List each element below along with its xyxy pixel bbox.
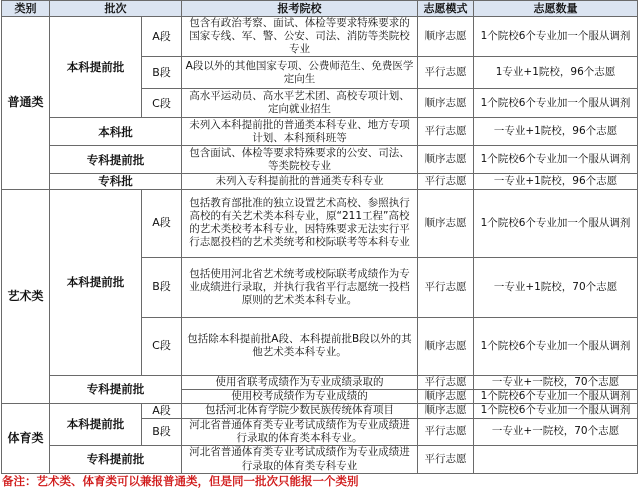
general-seg-c-quantity: 1个院校6个专业加一个服从调剂 [474,89,638,118]
art-vocational-schools-1: 使用省联考成绩作为专业成绩录取的 [182,375,418,389]
art-seg-b-mode: 平行志愿 [418,257,474,317]
art-seg-a-schools: 包括教育部批准的独立设置艺术高校、参照执行高校的有关艺术类本科专业，原“211工程”高校的艺术类校考本科专业，因特殊要求无法实行平行志愿投档的艺术类统考和校际联考等本科专业 [182,189,418,257]
art-seg-b-schools: 包括使用河北省艺术统考或校际联考成绩作为专业成绩进行录取，并执行我省平行志愿统一投档原则的艺术类本科专业。 [182,257,418,317]
general-seg-c: C段 [142,89,182,118]
general-seg-b: B段 [142,57,182,89]
general-early-batch: 本科提前批 [50,17,142,118]
general-vocational-early-batch: 专科提前批 [50,146,182,174]
category-art: 艺术类 [2,189,50,403]
sports-early-batch: 本科提前批 [50,404,142,446]
art-seg-a-mode: 顺序志愿 [418,189,474,257]
art-vocational-mode-1: 平行志愿 [418,375,474,389]
table-header-row [2,1,638,17]
sports-vocational-quantity [474,446,638,474]
sports-seg-a-schools: 包括河北体育学院少数民族传统体育项目 [182,404,418,419]
sports-seg-b-schools: 河北省普通体育类专业考试成绩作为专业成绩进行录取的体育类本科专业。 [182,418,418,445]
art-seg-c-quantity: 1个院校6个专业加一个服从调剂 [474,317,638,375]
general-vocational-early-schools: 包含面试、体检等要求特殊要求的公安、司法、等类院校专业 [182,146,418,174]
art-seg-c-mode: 顺序志愿 [418,317,474,375]
general-seg-a: A段 [142,17,182,57]
general-vocational-quantity: 一专业+1院校，96个志愿 [474,174,638,189]
table-row [2,404,638,419]
general-vocational-schools: 未列入专科提前批的普通类专科专业 [182,174,418,189]
general-regular-batch: 本科批 [50,118,182,146]
sports-vocational-mode: 平行志愿 [418,446,474,474]
table-row [2,189,638,257]
general-regular-mode: 平行志愿 [418,118,474,146]
header-category: 类别 [2,1,50,17]
sports-seg-b: B段 [142,418,182,445]
general-vocational-early-mode: 顺序志愿 [418,146,474,174]
general-seg-b-quantity: 1专业+1院校，96个志愿 [474,57,638,89]
art-vocational-quantity-1: 一专业+一院校，70个志愿 [474,375,638,389]
general-vocational-early-quantity: 1个院校6个专业加一个服从调剂 [474,146,638,174]
art-seg-b-quantity: 一专业+1院校，70个志愿 [474,257,638,317]
sports-seg-a: A段 [142,404,182,419]
general-vocational-mode: 平行志愿 [418,174,474,189]
general-seg-a-schools: 包含有政治考察、面试、体检等要求特殊要求的国家专线、军、警、公安、司法、消防等类院校专业 [182,17,418,57]
table-row [2,375,638,389]
table-row [2,118,638,146]
table-row [2,174,638,189]
sports-vocational-early-batch: 专科提前批 [50,446,182,474]
general-seg-a-quantity: 1个院校6个专业加一个服从调剂 [474,17,638,57]
general-seg-b-schools: A段以外的其他国家专项、公费师范生、免费医学定向生 [182,57,418,89]
header-batch: 批次 [50,1,182,17]
admission-batch-table [1,0,638,474]
header-mode: 志愿模式 [418,1,474,17]
header-schools: 报考院校 [182,1,418,17]
category-general: 普通类 [2,17,50,190]
sports-vocational-schools: 河北省普通体育类专业考试成绩作为专业成绩进行录取的体育类专科专业 [182,446,418,474]
art-seg-b: B段 [142,257,182,317]
sports-seg-a-quantity: 1个院校6个专业加一个服从调剂 [474,404,638,419]
general-seg-a-mode: 顺序志愿 [418,17,474,57]
art-seg-a: A段 [142,189,182,257]
sports-seg-a-mode: 顺序志愿 [418,404,474,419]
table-row [2,146,638,174]
art-seg-c: C段 [142,317,182,375]
header-quantity: 志愿数量 [474,1,638,17]
general-seg-b-mode: 平行志愿 [418,57,474,89]
art-vocational-mode-2: 顺序志愿 [418,389,474,403]
general-regular-quantity: 一专业+1院校，96个志愿 [474,118,638,146]
art-early-batch: 本科提前批 [50,189,142,375]
art-vocational-early-batch: 专科提前批 [50,375,182,403]
general-seg-c-mode: 顺序志愿 [418,89,474,118]
sports-seg-b-quantity: 一专业+一院校，70个志愿 [474,418,638,445]
general-seg-c-schools: 高水平运动员、高水平艺术团、高校专项计划、定向就业招生 [182,89,418,118]
art-vocational-quantity-2: 1个院校6个专业加一个服从调剂 [474,389,638,403]
general-regular-schools: 未列入本科提前批的普通类本科专业、地方专项计划、本科预科班等 [182,118,418,146]
general-vocational-batch: 专科批 [50,174,182,189]
art-seg-a-quantity: 1个院校6个专业加一个服从调剂 [474,189,638,257]
category-sports: 体育类 [2,404,50,474]
table-row [2,17,638,57]
art-vocational-schools-2: 使用校考成绩作为专业成绩的 [182,389,418,403]
table-row [2,446,638,474]
sports-seg-b-mode: 平行志愿 [418,418,474,445]
art-seg-c-schools: 包括除本科提前批A段、本科提前批B段以外的其他艺术类本科专业。 [182,317,418,375]
footnote: 备注：艺术类、体育类可以兼报普通类，但是同一批次只能报一个类别 [2,474,359,488]
